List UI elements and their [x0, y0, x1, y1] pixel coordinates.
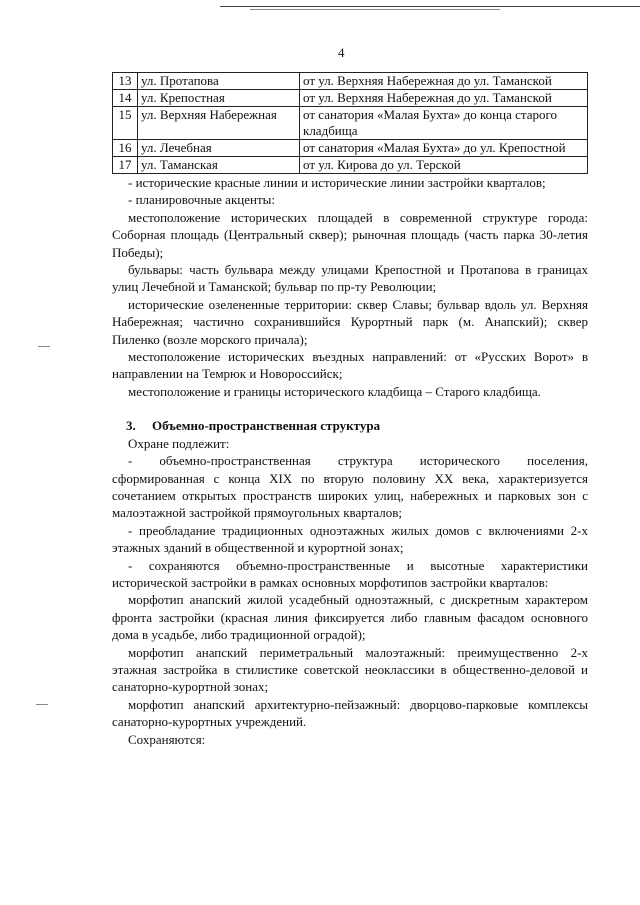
paragraph: - исторические красные линии и исторические линии застройки кварталов;	[128, 175, 546, 190]
street-name: ул. Крепостная	[138, 90, 300, 107]
row-number: 15	[113, 107, 138, 140]
table-row	[113, 90, 588, 107]
paragraph: - планировочные акценты:	[128, 192, 275, 208]
street-extent: от санатория «Малая Бухта» до ул. Крепостной	[300, 140, 588, 157]
paragraph: морфотип анапский периметральный малоэтажный: преимущественно 2-х этажная застройка в стилистике советской неоклассики в общественно-деловой и санаторно-курортной зонах;	[112, 644, 588, 695]
street-extent: от санатория «Малая Бухта» до конца старого кладбища	[300, 107, 588, 140]
street-extent: от ул. Верхняя Набережная до ул. Таманской	[300, 73, 588, 90]
row-number: 16	[113, 140, 138, 157]
section-heading	[126, 417, 588, 434]
margin-mark: —	[36, 696, 48, 710]
street-name: ул. Протапова	[138, 73, 300, 90]
paragraph: бульвары: часть бульвара между улицами Крепостной и Протапова в границах улиц Лечебной и Таманской; бульвар по пр-ту Революции;	[112, 262, 588, 295]
paragraph: - преобладание традиционных одноэтажных жилых домов с включениями 2-х этажных зданий в общественной и курортной зонах;	[112, 522, 588, 556]
section-title: Объемно-пространственная структура	[152, 418, 381, 434]
paragraph: Охране подлежит:	[128, 435, 230, 451]
paragraph: - сохраняются объемно-пространственные и высотные характеристики исторической застройки в рамках основных морфотипов застройки кварталов:	[112, 557, 588, 590]
street-extent: от ул. Кирова до ул. Терской	[300, 157, 588, 174]
page-number: 4	[338, 45, 345, 60]
paragraph: исторические озелененные территории: сквер Славы; бульвар вдоль ул. Верхняя Набережная; частично сохранившийся Курортный парк (м. Анапский); сквер Пиленко (возле морского причала);	[112, 296, 588, 347]
paragraph: местоположение исторических въездных направлений: от «Русских Ворот» в направлении на Темрюк и Новороссийск;	[112, 349, 588, 382]
street-extent: от ул. Верхняя Набережная до ул. Таманской	[300, 90, 588, 107]
row-number: 17	[113, 157, 138, 174]
scan-top-rule	[220, 6, 640, 7]
paragraph: морфотип анапский жилой усадебный одноэтажный, с дискретным характером фронта застройки (красная линия фиксируется либо главным фасадом основного дома в усадьбе, либо традиционной оградой);	[112, 592, 588, 643]
paragraph: Сохраняются:	[128, 731, 206, 747]
document-body	[112, 72, 588, 748]
paragraph: местоположение исторических площадей в современной структуре города: Соборная площадь (Центральный сквер); рыночная площадь (часть парка 30-летия Победы);	[112, 209, 588, 260]
margin-mark: —	[38, 338, 50, 352]
section-number: 3.	[126, 418, 136, 434]
table-row	[113, 107, 588, 140]
streets-table	[112, 72, 588, 174]
street-name: ул. Лечебная	[138, 140, 300, 157]
row-number: 14	[113, 90, 138, 107]
street-name: ул. Таманская	[138, 157, 300, 174]
paragraph: местоположение и границы исторического кладбища – Старого кладбища.	[128, 383, 541, 399]
scan-top-rule-secondary	[250, 9, 500, 10]
paragraph: - объемно-пространственная структура исторического поселения, сформированная с конца XIX по вторую половину XX века, характеризуется сочетанием открытых пространств широких улиц, набережных и парковых зон с малоэтажной застройкой прямоугольных кварталов;	[112, 453, 588, 521]
table-row	[113, 140, 588, 157]
paragraph: морфотип анапский архитектурно-пейзажный: дворцово-парковые комплексы санаторно-курортных учреждений.	[112, 696, 588, 730]
table-row	[113, 157, 588, 174]
row-number: 13	[113, 73, 138, 90]
street-name: ул. Верхняя Набережная	[138, 107, 300, 140]
table-row	[113, 73, 588, 90]
